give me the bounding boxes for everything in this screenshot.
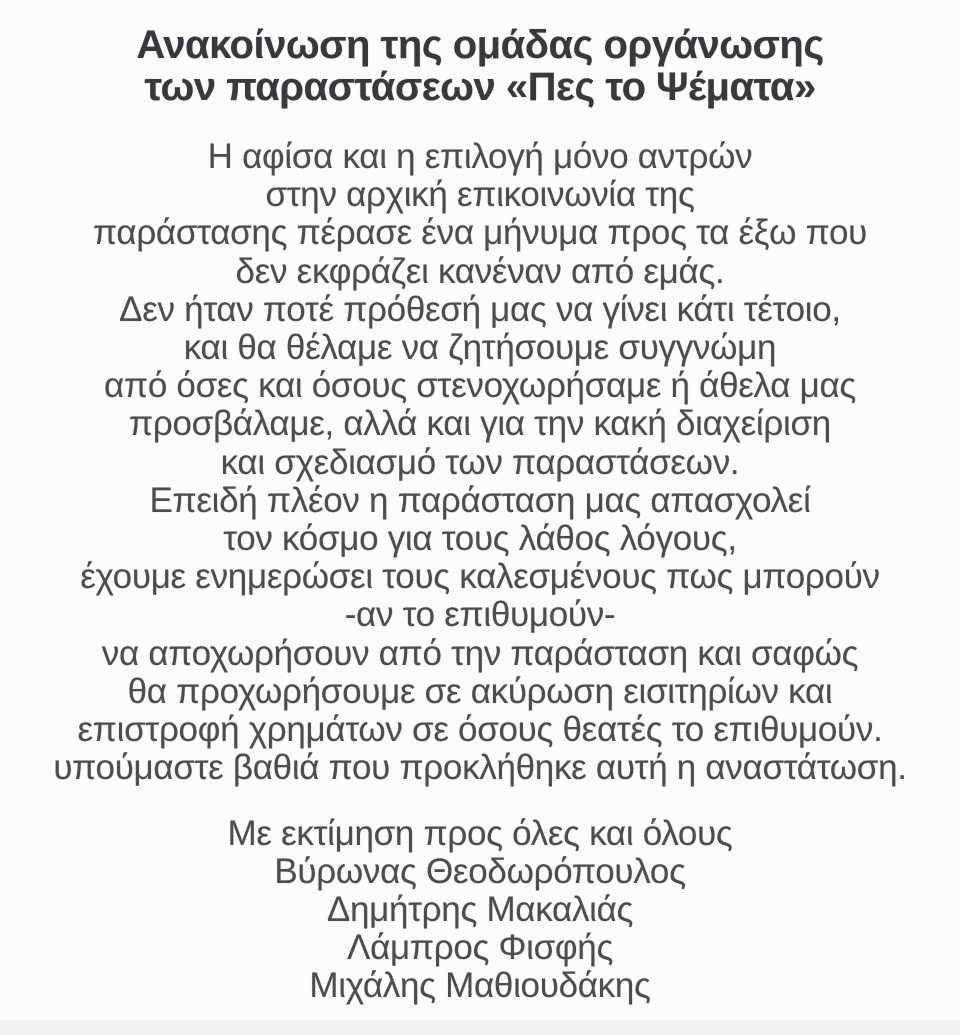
body-line: δεν εκφράζει κανέναν από εμάς. — [235, 251, 725, 291]
body-line: προσβάλαμε, αλλά και για την κακή διαχείριση — [129, 404, 831, 444]
body-line: -αν το επιθυμούν- — [344, 595, 616, 635]
body-line: και θα θέλαμε να ζητήσουμε συγγνώμη — [183, 328, 777, 368]
signature-line: Λάμπρος Φισφής — [346, 928, 614, 968]
body-line: Η αφίσα και η επιλογή μόνο αντρών — [207, 137, 753, 176]
signature-line: Μιχάλης Μαθιουδάκης — [309, 966, 651, 1006]
announcement-body — [0, 138, 960, 787]
body-line: τον κόσμο για τους λάθος λόγους, — [223, 519, 737, 559]
body-line: να αποχωρήσουν από την παράσταση και σαφώς — [101, 633, 859, 673]
body-line: επιστροφή χρημάτων σε όσους θεατές το επιθυμούν. — [77, 710, 883, 750]
title-line: των παραστάσεων «Πες το Ψέματα» — [144, 65, 816, 109]
announcement-title — [0, 0, 960, 108]
title-line: Ανακοίνωση της ομάδας οργάνωσης — [136, 23, 824, 67]
signature-line: Δημήτρης Μακαλιάς — [326, 890, 634, 930]
announcement-signatures — [0, 815, 960, 1005]
bottom-edge-band — [0, 1020, 960, 1035]
body-line: από όσες και όσους στενοχωρήσαμε ή άθελα μας — [104, 366, 856, 406]
body-line: Δεν ήταν ποτέ πρόθεσή μας να γίνει κάτι τέτοιο, — [119, 289, 841, 329]
signature-line: Βύρωνας Θεοδωρόπουλος — [274, 852, 686, 892]
body-line: έχουμε ενημερώσει τους καλεσμένους πως μπορούν — [80, 557, 880, 597]
body-line: θα προχωρήσουμε σε ακύρωση εισιτηρίων και — [127, 671, 833, 711]
body-line: και σχεδιασμό των παραστάσεων. — [220, 442, 740, 482]
body-line: υπούμαστε βαθιά που προκλήθηκε αυτή η αναστάτωση. — [53, 748, 907, 788]
body-line: παράστασης πέρασε ένα μήνυμα προς τα έξω που — [93, 213, 867, 253]
body-line: Επειδή πλέον η παράσταση μας απασχολεί — [149, 480, 811, 520]
body-line: στην αρχική επικοινωνία της — [265, 175, 695, 215]
signature-line: Με εκτίμηση προς όλες και όλους — [227, 814, 733, 854]
